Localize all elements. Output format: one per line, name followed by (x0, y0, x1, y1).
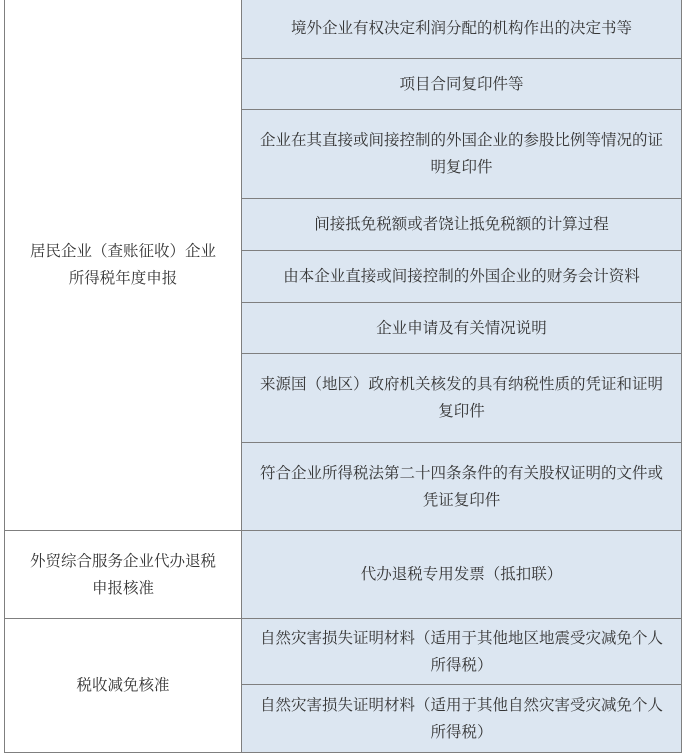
table-row (5, 619, 682, 685)
category-label: 税收减免核准 (76, 676, 170, 694)
item-cell: 境外企业有权决定利润分配的机构作出的决定书等 (242, 0, 682, 59)
item-cell: 自然灾害损失证明材料（适用于其他地区地震受灾减免个人所得税） (242, 619, 682, 685)
category-cell (5, 619, 242, 753)
item-cell: 符合企业所得税法第二十四条条件的有关股权证明的文件或凭证复印件 (242, 443, 682, 531)
materials-table (4, 0, 682, 753)
item-cell: 自然灾害损失证明材料（适用于其他自然灾害受灾减免个人所得税） (242, 685, 682, 753)
category-label: 居民企业（查账征收）企业所得税年度申报 (29, 241, 216, 287)
table-row (5, 531, 682, 619)
item-cell: 项目合同复印件等 (242, 59, 682, 110)
category-label: 外贸综合服务企业代办退税申报核准 (29, 551, 216, 597)
item-cell: 代办退税专用发票（抵扣联） (242, 531, 682, 619)
category-cell (5, 0, 242, 531)
item-cell: 企业申请及有关情况说明 (242, 303, 682, 354)
category-cell (5, 531, 242, 619)
item-cell: 由本企业直接或间接控制的外国企业的财务会计资料 (242, 251, 682, 303)
item-cell: 来源国（地区）政府机关核发的具有纳税性质的凭证和证明复印件 (242, 354, 682, 443)
item-cell: 间接抵免税额或者饶让抵免税额的计算过程 (242, 199, 682, 251)
item-cell: 企业在其直接或间接控制的外国企业的参股比例等情况的证明复印件 (242, 110, 682, 199)
table-row (5, 0, 682, 59)
